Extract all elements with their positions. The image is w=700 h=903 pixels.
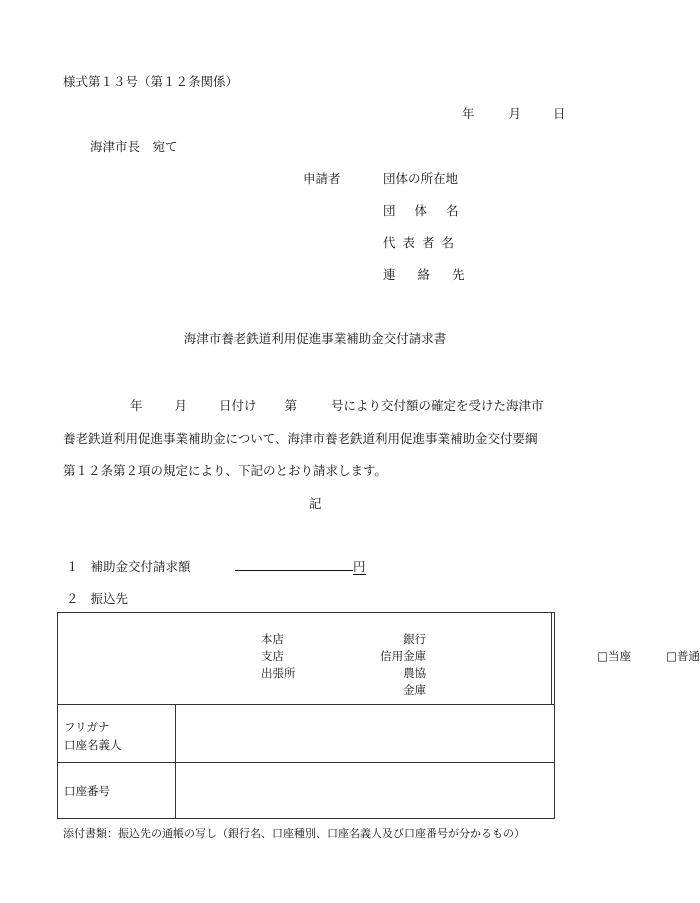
- applicant-field-address: [383, 169, 469, 187]
- branch-head-office: 本店: [261, 632, 284, 646]
- institution-shinkin: 信用金庫: [380, 649, 427, 663]
- body-line-1: [130, 396, 544, 414]
- account-type-futsuu-checkbox[interactable]: □普通: [666, 649, 700, 663]
- branch-branch: 支店: [261, 649, 284, 663]
- account-number-label-cell: [58, 763, 176, 819]
- form-number: 様式第１３号（第１２条関係）: [63, 74, 239, 89]
- body-dated: 日付け: [219, 398, 257, 413]
- date-line: [462, 104, 566, 122]
- body-line-3: 第１２条第２項の規定により、下記のとおり請求します。: [63, 463, 388, 478]
- attachment-note: 添付書類：振込先の通帳の写し（銀行名、口座種別、口座名義人及び口座番号が分かるもの）: [63, 827, 525, 840]
- item-2-number: ２: [66, 591, 79, 606]
- account-type-cell: [552, 613, 700, 705]
- account-holder-label-cell: [58, 705, 176, 763]
- applicant-field-group-name: [383, 201, 478, 219]
- addressee: 海津市長 宛て: [90, 139, 178, 154]
- applicant-field-representative: [383, 233, 469, 251]
- item-1-label: 補助金交付請求額: [90, 559, 191, 574]
- applicant-field-group-name-text: 団体名: [383, 203, 478, 218]
- bank-transfer-table: [57, 612, 700, 819]
- item-1-number: １: [66, 559, 79, 574]
- account-type-touza-checkbox[interactable]: □当座: [597, 649, 632, 663]
- bank-institution-cell[interactable]: [58, 613, 552, 705]
- branch-sub-office: 出張所: [261, 666, 296, 680]
- branch-type-list: [261, 631, 296, 682]
- account-holder-input[interactable]: [176, 705, 555, 763]
- body-line-2: 養老鉄道利用促進事業補助金について、海津市養老鉄道利用促進事業補助金交付要綱: [63, 431, 538, 446]
- body-year: 年: [130, 398, 143, 413]
- account-number-input[interactable]: [176, 763, 555, 819]
- date-day: 日: [553, 106, 566, 121]
- request-amount-field[interactable]: [235, 557, 366, 575]
- ki-label: 記: [309, 496, 322, 511]
- body-month: 月: [174, 398, 188, 413]
- date-year: 年: [462, 106, 475, 121]
- item-1-unit: 円: [353, 559, 366, 574]
- document-title: 海津市養老鉄道利用促進事業補助金交付請求書: [183, 331, 447, 346]
- applicant-label: 申請者: [303, 171, 341, 186]
- date-month: 月: [508, 106, 522, 121]
- institution-bank: 銀行: [403, 632, 427, 646]
- account-holder-label: 口座名義人: [64, 738, 122, 752]
- body-line-1-rest: 号により交付額の確定を受けた海津市: [331, 398, 544, 413]
- institution-nokyo: 農協: [403, 666, 427, 680]
- item-2-label: 振込先: [90, 591, 129, 606]
- applicant-field-contact: [383, 265, 487, 283]
- furigana-label: フリガナ: [64, 720, 110, 734]
- applicant-field-address-text: 団体の所在地: [383, 171, 459, 186]
- item-2: [66, 589, 128, 607]
- applicant-field-contact-text: 連絡先: [383, 267, 487, 282]
- applicant-field-representative-text: 代表者名: [383, 235, 462, 250]
- item-1: [66, 557, 191, 575]
- institution-kinko: 金庫: [403, 683, 427, 697]
- account-number-label: 口座番号: [64, 784, 110, 798]
- body-no-prefix: 第: [284, 398, 298, 413]
- institution-type-list: [380, 631, 426, 699]
- account-holder-labels: [64, 718, 122, 754]
